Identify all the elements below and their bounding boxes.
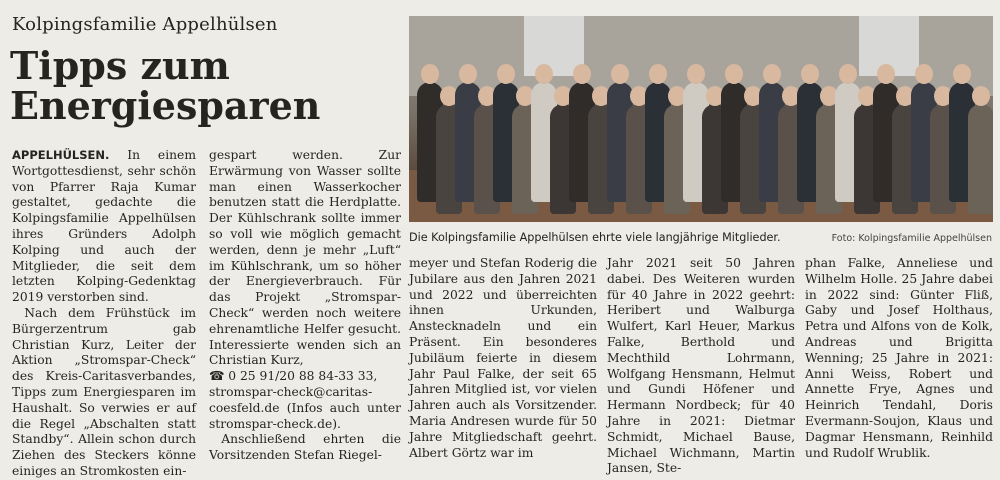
- person-head: [915, 64, 933, 84]
- article-column-3: [409, 256, 597, 461]
- headline-line-1: Tipps zum: [10, 43, 230, 88]
- photo-credit: Foto: Kolpingsfamilie Appelhülsen: [831, 233, 992, 244]
- person-head: [953, 64, 971, 84]
- column-4-paragraph-1: Jahr 2021 seit 50 Jahren dabei. Des Weiteren wurden für 40 Jahre in 2022 geehrt: Heribert und Walburga Wulfert, Karl Heuer, Markus Falke, Berthold und Mechthild Lohrmann, Wolfgang Hensmann, Helmut und Gundi Höfener und Hermann Nordbeck; für 40 Jahre in 2021: Dietmar Schmidt, Michael Bause, Michael Wichmann, Martin Jansen, Ste-: [607, 256, 795, 476]
- person-head: [611, 64, 629, 84]
- headline-line-2: Energiesparen: [10, 83, 321, 128]
- column-2-paragraph-3: Anschließend ehrten die Vorsitzenden Stefan Riegel-: [209, 432, 401, 463]
- person-head: [649, 64, 667, 84]
- person-head: [972, 86, 990, 106]
- column-2-paragraph-1: gespart werden. Zur Erwärmung von Wasser sollte man einen Wasserkocher benutzen statt die Herdplatte. Der Kühlschrank sollte immer so voll wie möglich gemacht werden, denn je mehr „Luft“ im Kühlschrank, um so höher der Energieverbrauch. Für das Projekt „Stromspar-Check“ werden noch weitere ehrenamtliche Helfer gesucht. Interessierte wenden sich an Christian Kurz,: [209, 148, 401, 368]
- person-head: [877, 64, 895, 84]
- article-column-1: [12, 148, 196, 480]
- article-kicker: Kolpingsfamilie Appelhülsen: [12, 14, 278, 35]
- person-head: [573, 64, 591, 84]
- contact-email: stromspar-check@caritas-coesfeld.de (Infos auch unter stromspar-check.de).: [209, 384, 401, 431]
- column-5-paragraph-1: phan Falke, Anneliese und Wilhelm Holle. 25 Jahre dabei in 2022 sind: Günter Fliß, Gaby und Josef Holthaus, Petra und Alfons von de Kolk, Andreas und Brigitta Wenning; 25 Jahre in 2021: Anni Weiss, Robert und Annette Frye, Agnes und Heinrich Tendahl, Doris Evermann-Soujon, Klaus und Dagmar Hensmann, Reinhild und Rudolf Wrublik.: [805, 256, 993, 460]
- group-photo: [409, 16, 993, 222]
- person-head: [421, 64, 439, 84]
- contact-phone: ☎ 0 25 91/20 88 84-33 33,: [209, 369, 378, 384]
- person-head: [497, 64, 515, 84]
- person-head: [725, 64, 743, 84]
- column-1-paragraph-2: Nach dem Frühstück im Bürgerzentrum gab Christian Kurz, Leiter der Aktion „Stromspar-Check“ des Kreis-Caritasverbandes, Tipps zum Energiesparen im Haushalt. So verwies er auf die Regel „Abschalten statt Standby“. Allein schon durch Ziehen des Steckers könne einiges an Stromkosten ein-: [12, 305, 196, 478]
- article-column-2: [209, 148, 401, 464]
- person-head: [687, 64, 705, 84]
- person-head: [459, 64, 477, 84]
- column-1-paragraph-1: [12, 148, 196, 306]
- column-1-text-1: In einem Wortgottesdienst, sehr schön von Pfarrer Raja Kumar gestaltet, gedachte die Kolpingsfamilie Appelhülsen ihres Gründers Adolph Kolping und auch der Mitglieder, die seit dem letzten Kolping-Gedenktag 2019 verstorben sind.: [12, 148, 196, 305]
- person-head: [763, 64, 781, 84]
- article-column-4: [607, 256, 795, 477]
- person-head: [839, 64, 857, 84]
- column-3-paragraph-1: meyer und Stefan Roderig die Jubilare aus den Jahren 2021 und 2022 und überreichten ihnen Urkunden, Anstecknadeln und ein Präsent. Ein besonderes Jubiläum feierte in diesem Jahr Paul Falke, der seit 65 Jahren Mitglied ist, vor vielen Jahren auch als Vorsitzender. Maria Andresen wurde für 50 Jahre Mitgliedschaft geehrt. Albert Görtz war im: [409, 256, 597, 460]
- person-figure: [968, 104, 993, 214]
- person-head: [801, 64, 819, 84]
- photo-caption: Die Kolpingsfamilie Appelhülsen ehrte viele langjährige Mitglieder.: [409, 231, 781, 244]
- article-column-5: [805, 256, 993, 461]
- article-headline: [10, 43, 400, 128]
- person-head: [535, 64, 553, 84]
- dateline: APPELHÜLSEN.: [12, 148, 110, 162]
